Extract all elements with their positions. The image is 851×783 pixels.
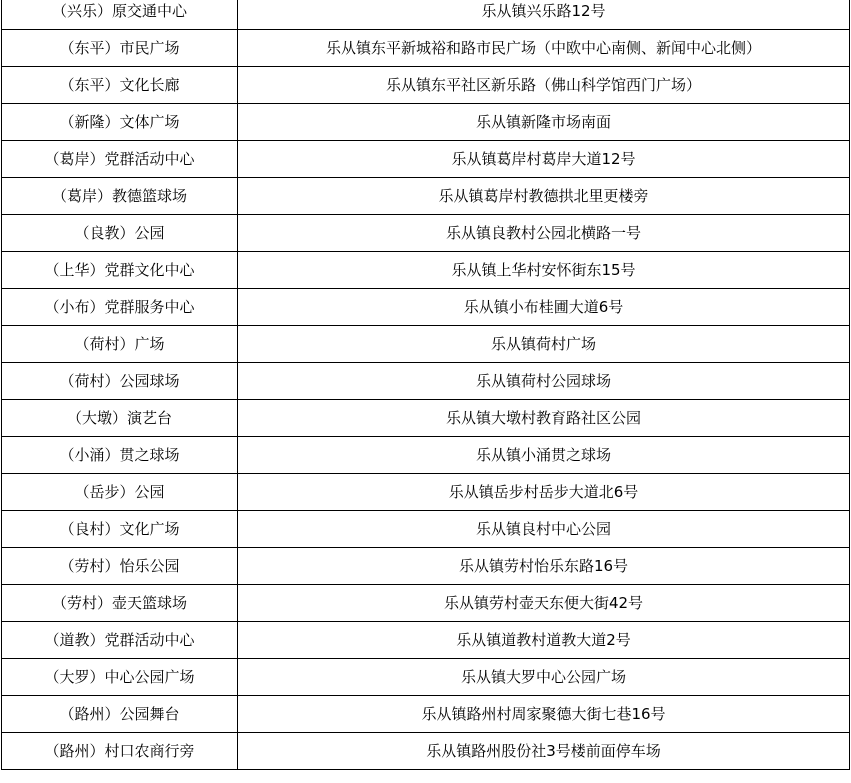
venue-name-cell: （岳步）公园 [2,474,238,511]
venue-name-cell: （荷村）广场 [2,326,238,363]
table-row [2,289,850,326]
table-row [2,548,850,585]
venue-name-cell: （路州）村口农商行旁 [2,733,238,770]
venue-address-cell: 乐从镇葛岸村葛岸大道12号 [238,141,850,178]
table-row [2,104,850,141]
venue-address-cell: 乐从镇兴乐路12号 [238,0,850,30]
venue-name-cell: （小布）党群服务中心 [2,289,238,326]
table-row [2,733,850,770]
venue-name-cell: （道教）党群活动中心 [2,622,238,659]
table-row [2,215,850,252]
table-row [2,659,850,696]
venue-address-cell: 乐从镇小布桂圃大道6号 [238,289,850,326]
venue-address-cell: 乐从镇岳步村岳步大道北6号 [238,474,850,511]
venue-name-cell: （上华）党群文化中心 [2,252,238,289]
venue-name-cell: （良村）文化广场 [2,511,238,548]
venue-table [1,0,850,770]
venue-name-cell: （新隆）文体广场 [2,104,238,141]
venue-address-cell: 乐从镇大墩村教育路社区公园 [238,400,850,437]
venue-address-cell: 乐从镇东平新城裕和路市民广场（中欧中心南侧、新闻中心北侧） [238,30,850,67]
table-row [2,141,850,178]
table-row [2,696,850,733]
table-row [2,326,850,363]
table-row [2,178,850,215]
venue-name-cell: （东平）文化长廊 [2,67,238,104]
venue-name-cell: （小涌）贯之球场 [2,437,238,474]
venue-address-cell: 乐从镇荷村广场 [238,326,850,363]
venue-address-cell: 乐从镇上华村安怀街东15号 [238,252,850,289]
venue-address-cell: 乐从镇路州股份社3号楼前面停车场 [238,733,850,770]
table-row [2,400,850,437]
venue-table-body [2,0,850,770]
venue-address-cell: 乐从镇道教村道教大道2号 [238,622,850,659]
table-row [2,363,850,400]
table-row [2,252,850,289]
venue-name-cell: （良教）公园 [2,215,238,252]
table-row [2,67,850,104]
venue-name-cell: （劳村）怡乐公园 [2,548,238,585]
venue-name-cell: （葛岸）党群活动中心 [2,141,238,178]
table-row [2,585,850,622]
venue-name-cell: （劳村）壶天篮球场 [2,585,238,622]
venue-address-cell: 乐从镇东平社区新乐路（佛山科学馆西门广场） [238,67,850,104]
venue-address-cell: 乐从镇小涌贯之球场 [238,437,850,474]
table-row [2,0,850,30]
table-row [2,474,850,511]
table-row [2,622,850,659]
venue-address-cell: 乐从镇良村中心公园 [238,511,850,548]
venue-address-cell: 乐从镇路州村周家聚德大街七巷16号 [238,696,850,733]
venue-address-cell: 乐从镇荷村公园球场 [238,363,850,400]
venue-address-cell: 乐从镇新隆市场南面 [238,104,850,141]
venue-name-cell: （兴乐）原交通中心 [2,0,238,30]
venue-address-cell: 乐从镇葛岸村教德拱北里更楼旁 [238,178,850,215]
venue-name-cell: （路州）公园舞台 [2,696,238,733]
table-row [2,437,850,474]
venue-address-cell: 乐从镇大罗中心公园广场 [238,659,850,696]
table-row [2,511,850,548]
venue-address-cell: 乐从镇良教村公园北横路一号 [238,215,850,252]
venue-address-cell: 乐从镇劳村怡乐东路16号 [238,548,850,585]
table-row [2,30,850,67]
venue-name-cell: （大罗）中心公园广场 [2,659,238,696]
venue-address-cell: 乐从镇劳村壶天东便大街42号 [238,585,850,622]
venue-name-cell: （大墩）演艺台 [2,400,238,437]
venue-name-cell: （东平）市民广场 [2,30,238,67]
venue-name-cell: （葛岸）教德篮球场 [2,178,238,215]
venue-name-cell: （荷村）公园球场 [2,363,238,400]
